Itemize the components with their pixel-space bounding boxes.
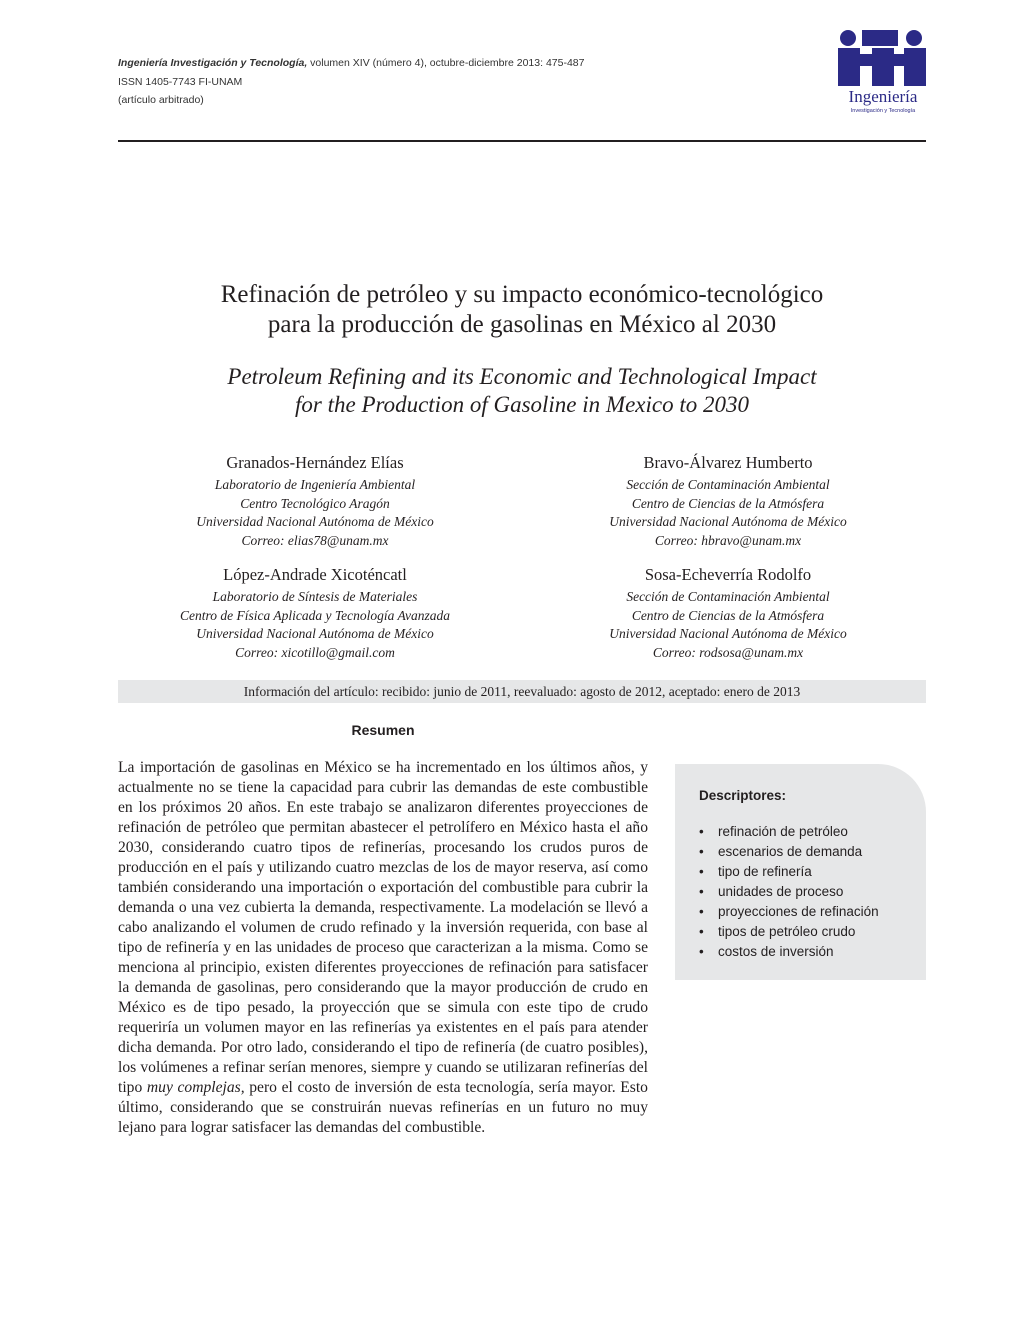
author-name: Granados-Hernández Elías [226,453,404,472]
author-university: Universidad Nacional Autónoma de México [196,626,434,641]
author-lab: Laboratorio de Síntesis de Materiales [212,589,418,604]
header-rule [118,140,926,142]
title-spanish [118,280,926,340]
journal-header [118,54,718,110]
author-email: Correo: rodsosa@unam.mx [652,644,804,660]
author-block-1 [145,452,485,550]
author-name: Bravo-Álvarez Humberto [643,453,813,472]
author-university: Universidad Nacional Autónoma de México [609,514,847,529]
descriptors-title: Descriptores: [699,788,787,803]
author-university: Universidad Nacional Autónoma de México [196,514,434,529]
author-lab: Sección de Contaminación Ambiental [626,589,830,604]
descriptor-item: • tipos de petróleo crudo [699,922,879,942]
author-center: Centro de Física Aplicada y Tecnología Avanzada [180,607,450,623]
refereed-note: (artículo arbitrado) [118,94,204,106]
article-info-bar: Información del artículo: recibido: junio de 2011, reevaluado: agosto de 2012, aceptado: enero de 2013 [118,680,926,703]
author-block-4 [558,564,898,662]
author-email: Correo: elias78@unam.mx [241,532,389,548]
author-email: Correo: hbravo@unam.mx [654,532,802,548]
journal-citation-line [118,54,718,73]
author-block-2 [558,452,898,550]
title-english-line-1: Petroleum Refining and its Economic and Technological Impact [227,364,817,389]
descriptor-item: • escenarios de demanda [699,842,879,862]
author-center: Centro de Ciencias de la Atmósfera [631,607,825,623]
abstract-heading: Resumen [351,722,415,738]
descriptor-item: • tipo de refinería [699,862,879,882]
title-spanish-line-2: para la producción de gasolinas en México al 2030 [267,311,777,338]
abstract-text [118,758,648,1138]
author-name: Sosa-Echeverría Rodolfo [644,565,812,584]
author-lab: Laboratorio de Ingeniería Ambiental [214,477,416,492]
descriptor-item: • unidades de proceso [699,882,879,902]
descriptor-item: • proyecciones de refinación [699,902,879,922]
author-block-3 [145,564,485,662]
descriptor-item: • refinación de petróleo [699,822,879,842]
abstract-text-part-2: pero el costo de inversión de esta tecnología, sería mayor. Esto último, considerando que se construirán nuevas refinerías en un futuro no muy lejano para lograr satisfacer las demandas del combustible. [118,1079,648,1136]
descriptors-list [699,822,879,962]
author-email: Correo: xicotillo@gmail.com [235,644,395,660]
journal-name: Ingeniería Investigación y Tecnología, [118,57,308,69]
author-center: Centro de Ciencias de la Atmósfera [631,495,825,511]
issn: ISSN 1405-7743 FI-UNAM [118,75,243,88]
title-english [118,363,926,419]
author-university: Universidad Nacional Autónoma de México [609,626,847,641]
descriptor-item: • costos de inversión [699,942,879,962]
abstract-italic-term: muy complejas, [146,1079,245,1096]
abstract-text-part-1: La importación de gasolinas en México se ha incrementado en los últimos años, y actualmente no se tiene la capacidad para cubrir las demandas de este combustible en los próximos 20 años. En este trabajo se analizaron diferentes proyecciones de refinación de petróleo que permitan abastecer el petrolífero en México hasta el año 2030, considerando cuatro tipos de refinerías, procesando los crudos puros de producción en el país y utilizando cuatro mezclas de los de mayor reserva, así como también considerando una importación o exportación del combustible para cubrir la demanda o una vez cubierta la demanda, respectivamente. La modelación se llevó a cabo analizando el volumen de crudo refinado y la inversión requerida, con base al tipo de refinería y en las unidades de proceso que caracterizan a la misma. Como se menciona al principio, existen diferentes proyecciones de refinación para satisfacer la demanda de gasolinas, pero considerando que la mayor producción de crudo en México es de tipo pesado, la proyección que se simula con este tipo de crudo requeriría un volumen mayor en las refinerías ya existentes en el país para atender dicha demanda. Por otro lado, considerando el tipo de refinería (de cuatro posibles), los volúmenes a refinar serían menores, siempre y cuando se utilizaran refinerías del tipo [118,759,648,1096]
journal-citation: volumen XIV (número 4), octubre-diciembre 2013: 475-487 [307,57,585,69]
author-center: Centro Tecnológico Aragón [240,495,390,511]
title-spanish-line-1: Refinación de petróleo y su impacto económico-tecnológico [220,281,824,308]
title-english-line-2: for the Production of Gasoline in Mexico to 2030 [295,392,749,417]
author-lab: Sección de Contaminación Ambiental [626,477,830,492]
logo-subtitle: Investigación y Tecnología [850,108,916,114]
author-name: López-Andrade Xicoténcatl [223,565,407,584]
logo-word: Ingeniería [848,87,918,106]
